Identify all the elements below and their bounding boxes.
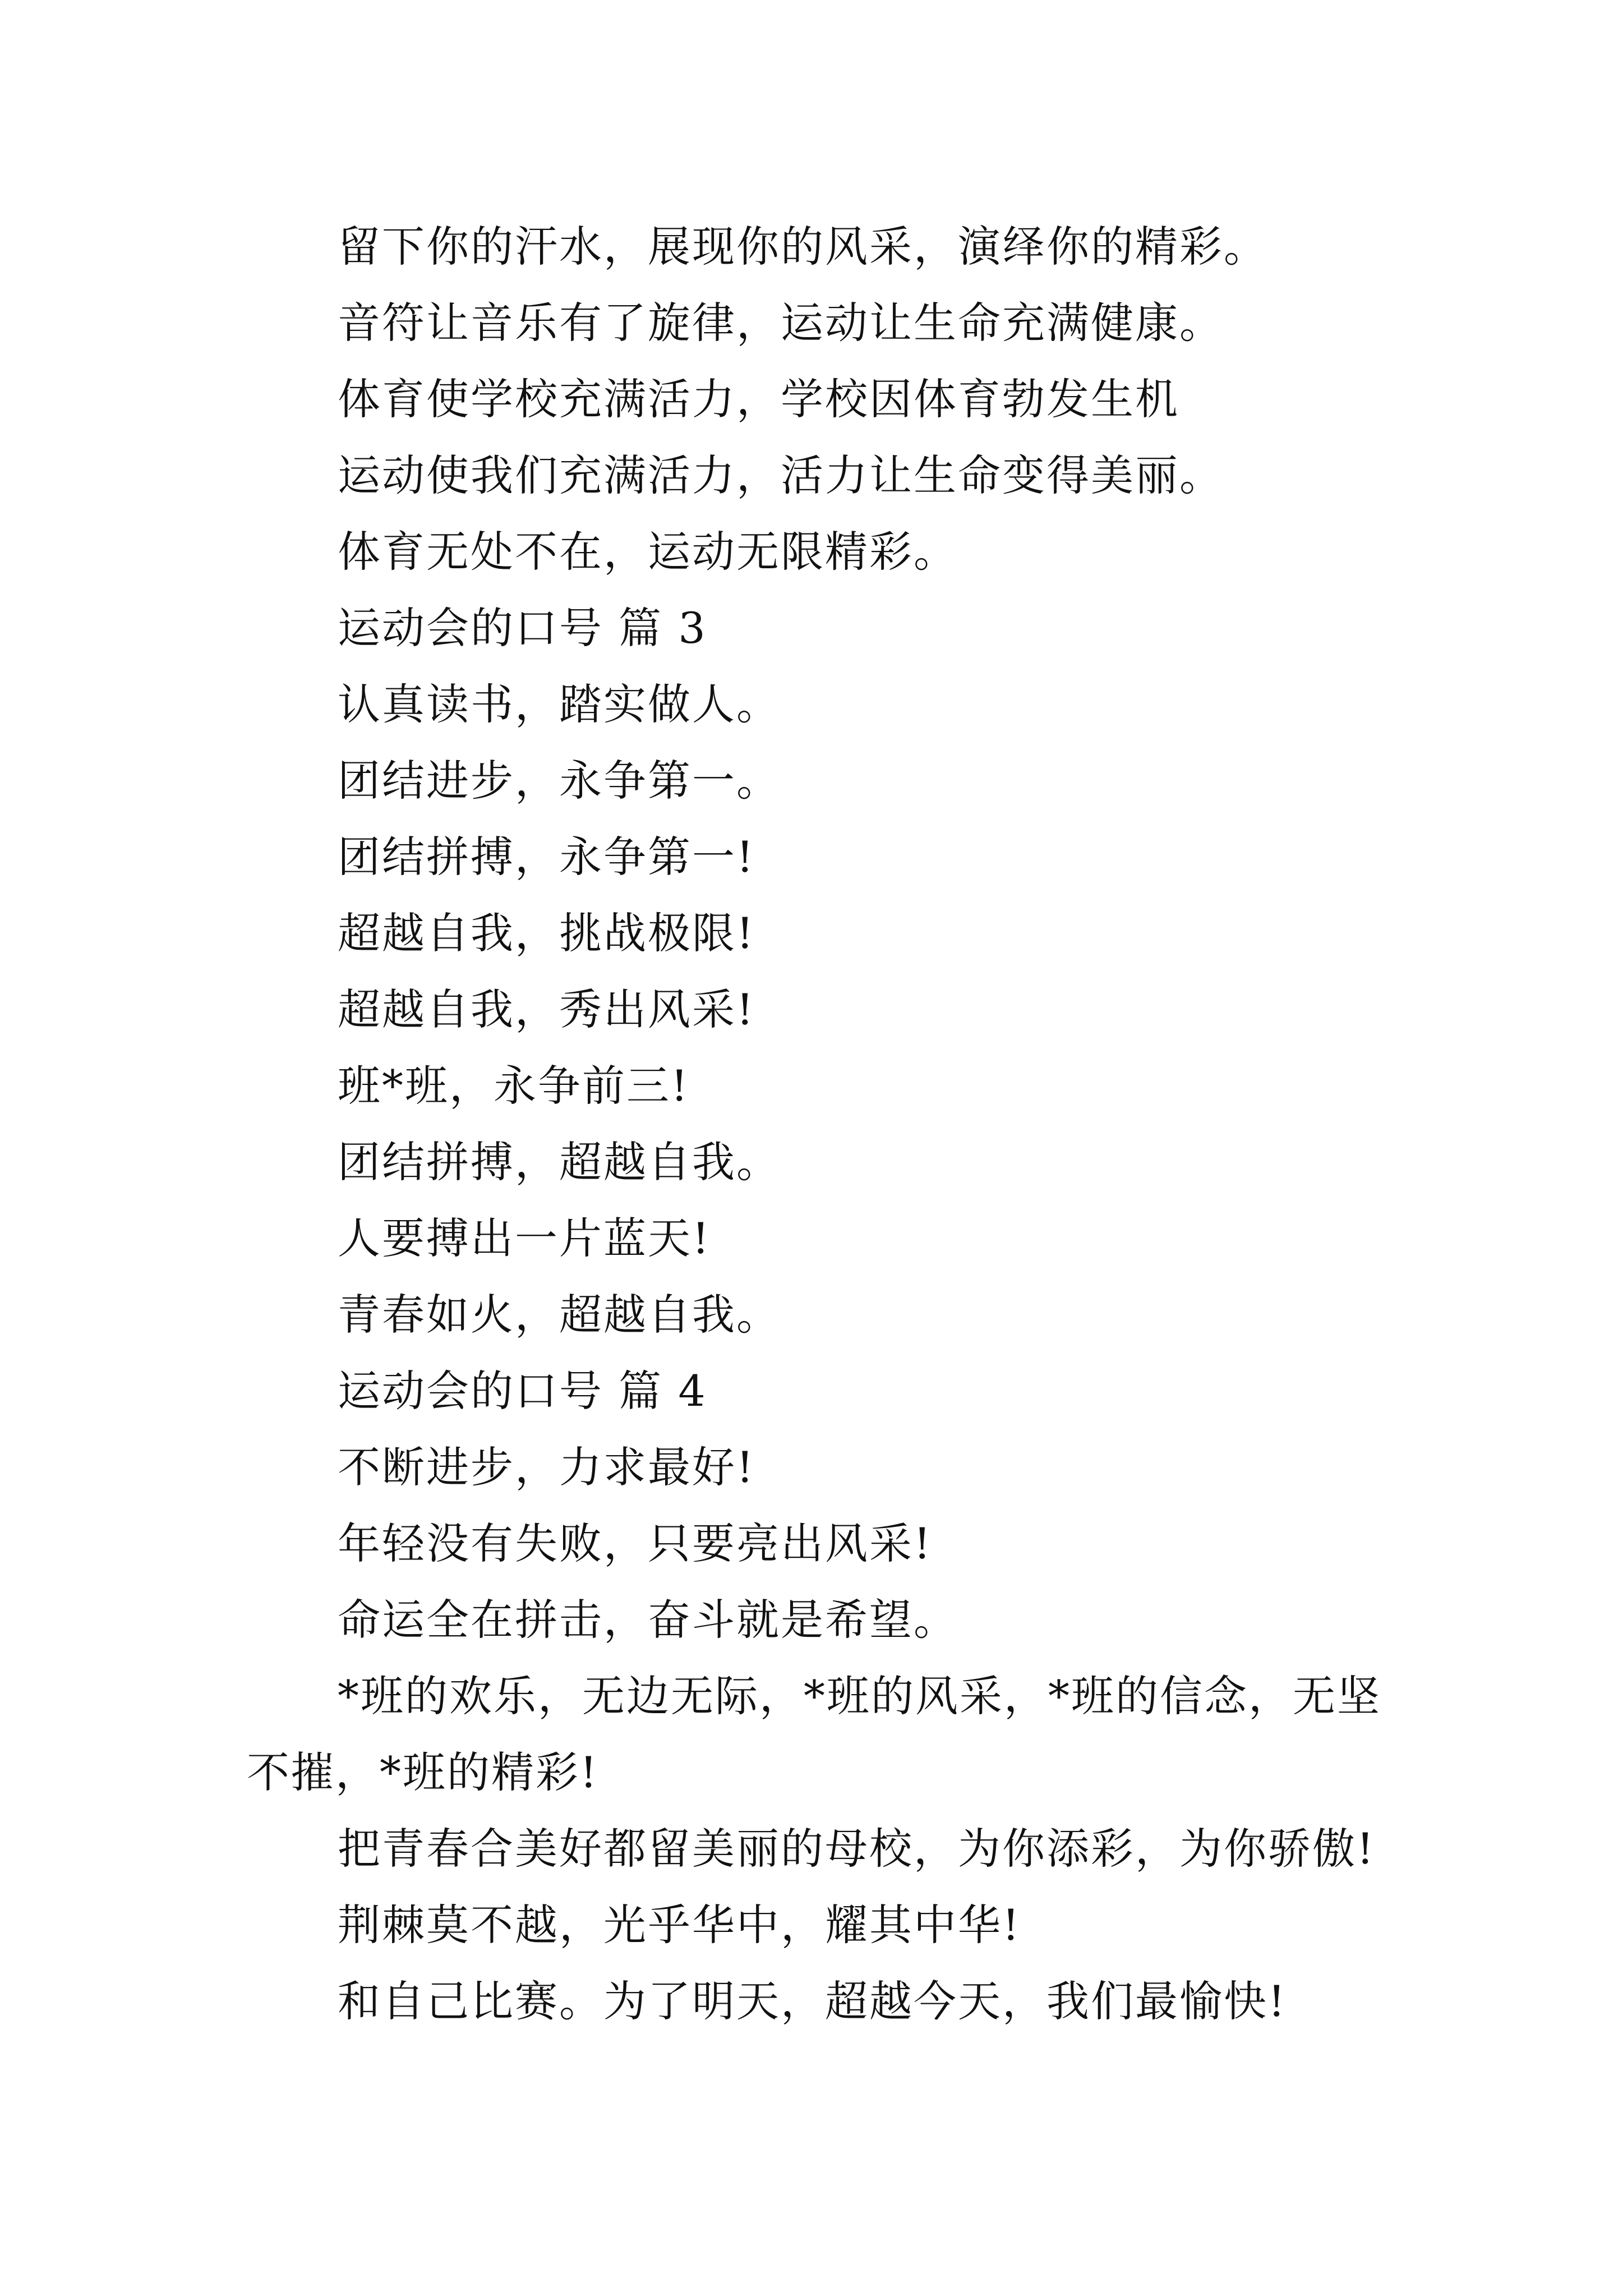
paragraph-line: 青春如火，超越自我。: [338, 1290, 781, 1340]
paragraph-line: 团结拼搏，超越自我。: [338, 1137, 781, 1187]
paragraph-line: 不断进步，力求最好!: [338, 1442, 755, 1492]
paragraph-line: 认真读书，踏实做人。: [338, 679, 781, 729]
paragraph-line: 和自己比赛。为了明天，超越今天，我们最愉快!: [338, 1976, 1287, 2026]
paragraph-line: 超越自我，挑战极限!: [338, 908, 755, 958]
paragraph-line: 年轻没有失败，只要亮出风采!: [338, 1519, 933, 1568]
paragraph-line: 把青春合美好都留美丽的母校，为你添彩，为你骄傲!: [338, 1824, 1376, 1874]
paragraph-line: *班的欢乐，无边无际，*班的风采，*班的信念，无坚: [338, 1671, 1381, 1721]
paragraph-line: 命运全在拼击，奋斗就是希望。: [338, 1595, 958, 1645]
paragraph-line: 团结拼搏，永争第一!: [338, 832, 755, 882]
paragraph-line: 班*班，永争前三!: [338, 1061, 690, 1111]
paragraph-line: 音符让音乐有了旋律，运动让生命充满健康。: [338, 298, 1224, 348]
paragraph-line: 留下你的汗水，展现你的风采，演绎你的精彩。: [338, 222, 1268, 272]
paragraph-line: 团结进步，永争第一。: [338, 756, 781, 806]
paragraph-line: 超越自我，秀出风采!: [338, 984, 755, 1034]
paragraph-line: 运动使我们充满活力，活力让生命变得美丽。: [338, 450, 1224, 500]
paragraph-line: 体育无处不在，运动无限精彩。: [338, 527, 958, 577]
paragraph-line: 体育使学校充满活力，学校因体育勃发生机: [338, 374, 1179, 424]
paragraph-line: 荆棘莫不越，光乎华中，耀其中华!: [338, 1900, 1021, 1950]
section-heading: 运动会的口号 篇 3: [338, 603, 707, 653]
document-body: [247, 209, 1391, 2040]
section-heading: 运动会的口号 篇 4: [338, 1366, 707, 1416]
paragraph-line: 人要搏出一片蓝天!: [338, 1213, 711, 1263]
paragraph-line-continued: 不摧，*班的精彩!: [247, 1747, 599, 1797]
